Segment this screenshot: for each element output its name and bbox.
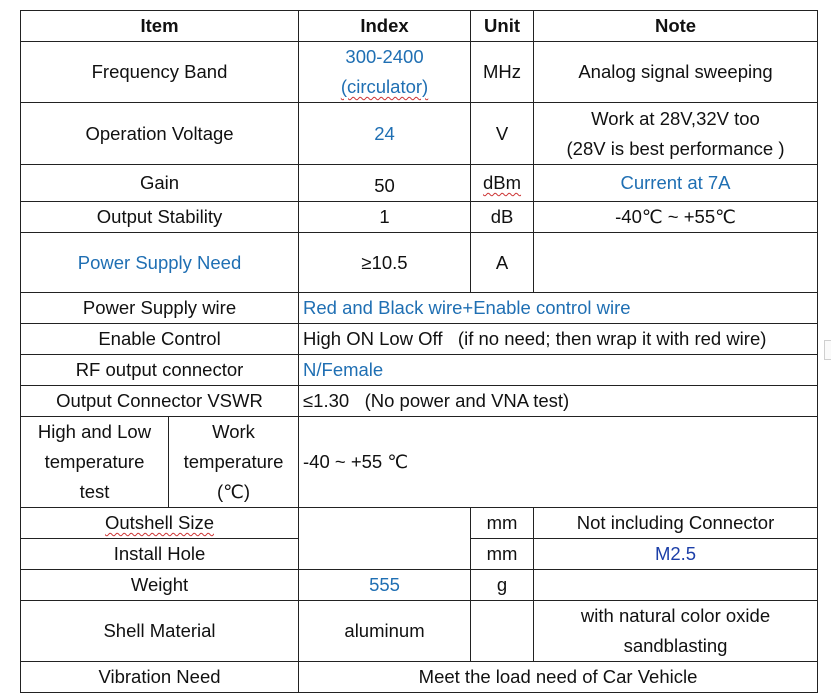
weight-note: [534, 570, 818, 601]
voltage-index: 24: [299, 103, 471, 165]
voltage-label: Operation Voltage: [21, 103, 299, 165]
row-vswr: [21, 386, 818, 417]
temperature-sublabel-line1: Work: [212, 421, 255, 442]
row-power-wire: [21, 293, 818, 324]
shell-note-line1: with natural color oxide: [580, 605, 771, 626]
header-row: [21, 11, 818, 42]
install-label: Install Hole: [21, 539, 299, 570]
enable-value: High ON Low Off (if no need; then wrap it with red wire): [299, 324, 818, 355]
shell-note: [534, 601, 818, 662]
row-power-need: [21, 233, 818, 293]
temperature-value: -40 ~ +55 ℃: [299, 417, 818, 508]
rf-connector-value: N/Female: [299, 355, 818, 386]
stability-note: -40℃ ~ +55℃: [534, 202, 818, 233]
vswr-label: Output Connector VSWR: [21, 386, 299, 417]
power-wire-label: Power Supply wire: [21, 293, 299, 324]
vswr-value: ≤1.30 (No power and VNA test): [299, 386, 818, 417]
weight-index: 555: [299, 570, 471, 601]
voltage-note-line2: (28V is best performance ): [566, 137, 785, 159]
row-stability: [21, 202, 818, 233]
voltage-note: [534, 103, 818, 165]
enable-label: Enable Control: [21, 324, 299, 355]
frequency-unit: MHz: [471, 42, 534, 103]
row-gain: [21, 165, 818, 202]
stability-label: Output Stability: [21, 202, 299, 233]
voltage-unit: V: [471, 103, 534, 165]
row-enable: [21, 324, 818, 355]
shell-unit: [471, 601, 534, 662]
row-outshell: [21, 508, 818, 539]
shell-index: aluminum: [299, 601, 471, 662]
frequency-index-line1: 300-2400: [345, 46, 424, 67]
outshell-install-index: [299, 508, 471, 570]
rf-connector-label: RF output connector: [21, 355, 299, 386]
header-item: Item: [21, 11, 299, 42]
temperature-sublabel-line3: (℃): [216, 481, 251, 502]
frequency-index-line2: (circulator): [340, 76, 429, 97]
power-need-unit: A: [471, 233, 534, 293]
vibration-value: Meet the load need of Car Vehicle: [299, 662, 818, 693]
weight-unit: g: [471, 570, 534, 601]
row-voltage: [21, 103, 818, 165]
power-need-label: Power Supply Need: [21, 233, 299, 293]
row-shell: [21, 601, 818, 662]
voltage-note-line1: Work at 28V,32V too: [591, 107, 760, 129]
weight-label: Weight: [21, 570, 299, 601]
row-vibration: [21, 662, 818, 693]
shell-note-line2: sandblasting: [623, 635, 728, 656]
install-note: M2.5: [534, 539, 818, 570]
row-rf-connector: [21, 355, 818, 386]
vibration-label: Vibration Need: [21, 662, 299, 693]
stability-unit: dB: [471, 202, 534, 233]
header-index: Index: [299, 11, 471, 42]
gain-label: Gain: [21, 165, 299, 202]
row-temperature: [21, 417, 818, 508]
stability-index: 1: [299, 202, 471, 233]
outshell-label: Outshell Size: [105, 512, 214, 533]
gain-index: 50: [299, 165, 471, 202]
header-unit: Unit: [471, 11, 534, 42]
frequency-label: Frequency Band: [21, 42, 299, 103]
scroll-edge-handle[interactable]: [824, 340, 831, 360]
row-weight: [21, 570, 818, 601]
spec-table: [20, 10, 818, 693]
power-need-index: ≥10.5: [299, 233, 471, 293]
row-frequency: [21, 42, 818, 103]
temperature-label-line3: test: [79, 481, 110, 502]
temperature-label: [21, 417, 169, 508]
temperature-sublabel: [169, 417, 299, 508]
shell-label: Shell Material: [21, 601, 299, 662]
outshell-note: Not including Connector: [534, 508, 818, 539]
frequency-index: [299, 42, 471, 103]
header-note: Note: [534, 11, 818, 42]
temperature-label-line2: temperature: [44, 451, 145, 472]
install-unit: mm: [471, 539, 534, 570]
temperature-sublabel-line2: temperature: [183, 451, 284, 472]
gain-note: Current at 7A: [534, 165, 818, 202]
temperature-label-line1: High and Low: [37, 421, 152, 442]
power-wire-value: Red and Black wire+Enable control wire: [299, 293, 818, 324]
frequency-note: Analog signal sweeping: [534, 42, 818, 103]
outshell-unit: mm: [471, 508, 534, 539]
gain-unit: dBm: [482, 172, 522, 193]
power-need-note: [534, 233, 818, 293]
